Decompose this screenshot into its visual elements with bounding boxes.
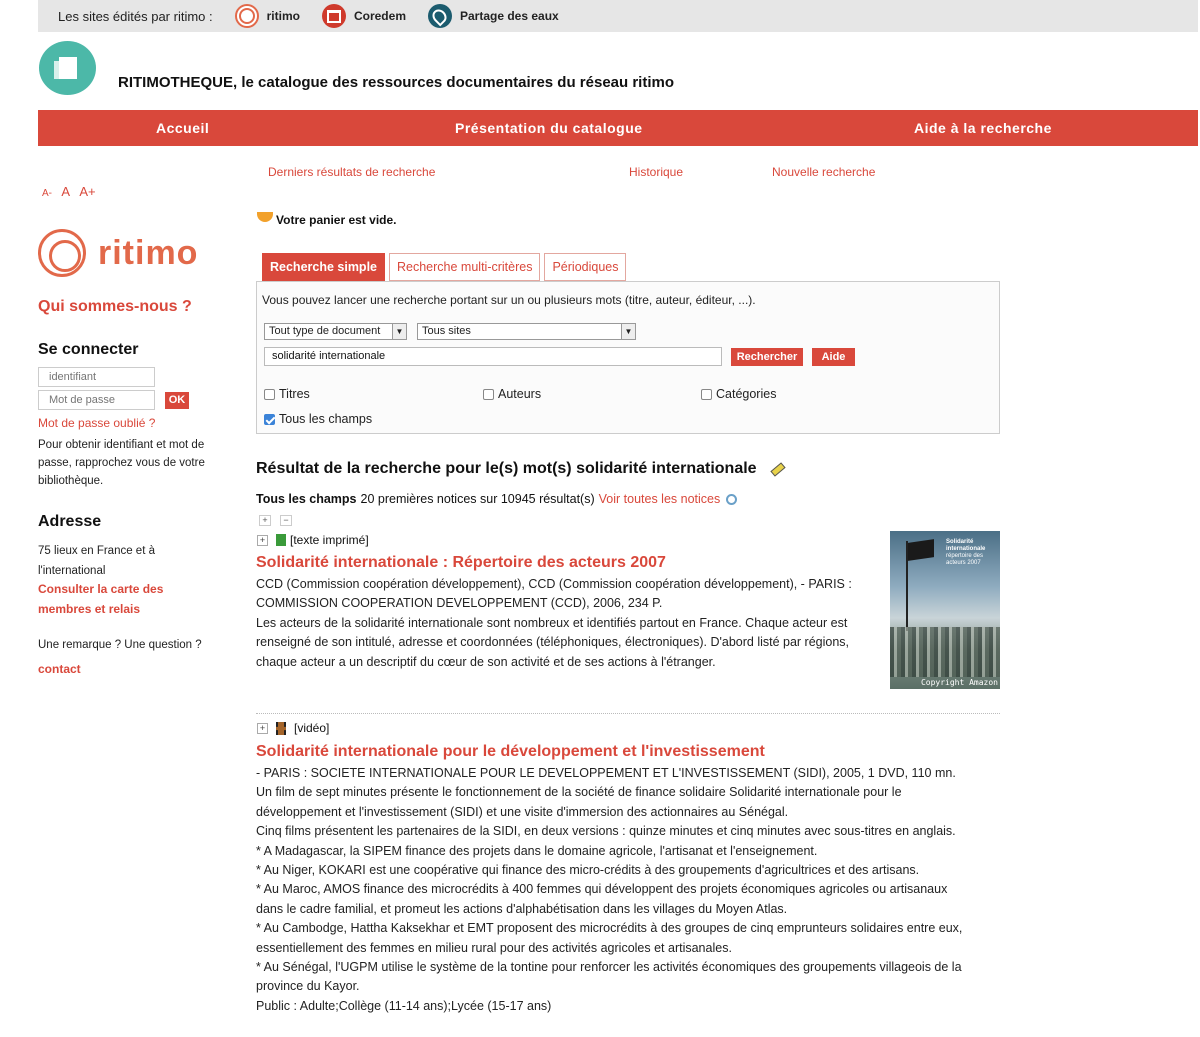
record-line: * Au Maroc, AMOS finance des microcrédits à 400 femmes qui développent des projets économiques agricoles ou artisanaux <box>256 882 948 897</box>
record-line: * A Madagascar, la SIPEM finance des projets dans le domaine agricole, l'artisanat et l'enseignement. <box>256 843 818 858</box>
cover-subtitle: répertoire des acteurs 2007 <box>946 553 984 566</box>
login-help-text: Pour obtenir identifiant et mot de passe, rapprochez vous de votre bibliothèque. <box>38 439 205 487</box>
page-title: RITIMOTHEQUE, le catalogue des ressources documentaires du réseau ritimo <box>118 74 674 91</box>
help-button[interactable]: Aide <box>812 348 855 366</box>
checkbox-label: Tous les champs <box>279 412 373 426</box>
basket-icon <box>257 212 273 222</box>
expand-icon[interactable]: + <box>257 723 268 734</box>
site-link-ritimo[interactable] <box>235 4 300 28</box>
record-type-label: [vidéo] <box>294 721 330 735</box>
login-heading: Se connecter <box>38 341 139 358</box>
checkbox-label: Auteurs <box>498 387 542 401</box>
search-input[interactable]: solidarité internationale <box>264 347 722 366</box>
record-title[interactable]: Solidarité internationale : Répertoire des acteurs 2007 <box>256 554 666 571</box>
site-label: ritimo <box>266 9 300 23</box>
record-cover-image[interactable] <box>890 531 1000 689</box>
results-heading-text: Résultat de la recherche pour le(s) mot(s) solidarité internationale <box>256 460 757 477</box>
chevron-down-icon: ▼ <box>392 324 406 339</box>
record-line: - PARIS : SOCIETE INTERNATIONALE POUR LE DEVELOPPEMENT ET L'INVESTISSEMENT (SIDI), 2005, 1 DVD, 110 mn. <box>256 766 956 780</box>
basket-text: Votre panier est vide. <box>276 213 397 227</box>
results-summary <box>256 492 737 506</box>
checkbox-label: Catégories <box>716 387 777 401</box>
record-line: Les acteurs de la solidarité internationale sont nombreux et identifiés partout en France. Chaque acteur est <box>256 615 848 630</box>
new-search-link[interactable]: Nouvelle recherche <box>772 165 876 179</box>
address-heading: Adresse <box>38 513 102 530</box>
highlighter-icon[interactable] <box>770 462 785 476</box>
checkbox-label: Titres <box>279 387 310 401</box>
select-value: Tout type de document <box>269 325 381 337</box>
tab-simple-search[interactable]: Recherche simple <box>262 253 385 281</box>
book-logo-icon[interactable] <box>39 41 96 95</box>
partner-sites-label: Les sites édités par ritimo : <box>58 8 213 24</box>
map-link[interactable]: Consulter la carte des membres et relais <box>38 582 164 616</box>
record-line: développement et l'investissement (SIDI) et une visite d'immersion des actionnaires au Sénégal. <box>256 804 789 819</box>
site-label: Coredem <box>353 9 406 23</box>
ritimo-brand-logo[interactable] <box>38 229 198 277</box>
cover-title <box>946 539 992 567</box>
record-type <box>257 533 369 547</box>
login-ok-button[interactable]: OK <box>165 392 189 409</box>
tab-multi-criteria-search[interactable]: Recherche multi-critères <box>389 253 540 281</box>
record-line: CCD (Commission coopération développement), CCD (Commission coopération développement), - PARIS : <box>256 577 852 591</box>
checkbox-authors[interactable] <box>483 387 541 401</box>
record-type-label: [texte imprimé] <box>290 533 369 547</box>
coredem-icon <box>322 4 346 28</box>
nav-accueil[interactable]: Accueil <box>156 120 210 136</box>
checkbox-box[interactable] <box>264 389 275 400</box>
record-line: essentiellement des femmes en milieu rural pour des activités agricoles et artisanales. <box>256 940 732 955</box>
contact-link[interactable]: contact <box>38 662 81 676</box>
site-label: Partage des eaux <box>459 9 559 23</box>
cover-title-text: Solidarité internationale <box>946 539 986 552</box>
site-link-coredem[interactable] <box>322 4 406 28</box>
video-icon <box>276 722 286 735</box>
username-input[interactable] <box>38 367 155 387</box>
doc-type-select[interactable] <box>264 323 407 340</box>
nav-presentation-catalogue[interactable]: Présentation du catalogue <box>455 120 643 136</box>
record-line: * Au Cambodge, Hattha Kaksekhar et EMT proposent des microcrédits à des groupes de cinq emprunteurs solidaires entre eux, <box>256 921 963 936</box>
printed-text-icon <box>276 534 286 546</box>
select-value: Tous sites <box>422 325 471 337</box>
sites-select[interactable] <box>417 323 636 340</box>
checkbox-box[interactable] <box>701 389 712 400</box>
main-nav <box>38 110 1198 146</box>
see-all-link[interactable]: Voir toutes les notices <box>598 492 721 506</box>
search-button[interactable]: Rechercher <box>731 348 803 366</box>
chevron-down-icon: ▼ <box>621 324 635 339</box>
expand-all-icon[interactable]: + <box>259 515 271 526</box>
remark-text: Une remarque ? Une question ? <box>38 639 202 651</box>
record-line: Public : Adulte;Collège (11-14 ans);Lycée (15-17 ans) <box>256 998 552 1013</box>
search-icon[interactable] <box>726 494 737 505</box>
history-link[interactable]: Historique <box>629 165 684 179</box>
brand-wordmark: ritimo <box>98 233 199 272</box>
record-line: Un film de sept minutes présente le fonctionnement de la société de finance solidaire Solidarité internationale pour le <box>256 785 902 800</box>
font-normal-button[interactable]: A <box>61 184 71 199</box>
record-description <box>256 764 996 1016</box>
checkbox-box[interactable] <box>483 389 494 400</box>
globe-icon <box>38 229 86 277</box>
last-results-link[interactable]: Derniers résultats de recherche <box>268 165 436 179</box>
record-line: dans le cadre familial, et promeut les actions d'alphabétisation dans les villages du Moyen Atlas. <box>256 901 788 916</box>
font-larger-button[interactable]: A+ <box>79 184 96 199</box>
password-input[interactable] <box>38 390 155 410</box>
about-link[interactable]: Qui sommes-nous ? <box>38 298 192 315</box>
font-size-controls <box>42 184 96 199</box>
record-description <box>256 575 876 672</box>
tab-periodicals[interactable]: Périodiques <box>544 253 626 281</box>
checkbox-titles[interactable] <box>264 387 310 401</box>
font-smaller-button[interactable]: A- <box>42 188 52 199</box>
partner-sites-bar <box>38 0 1198 32</box>
record-type <box>257 721 329 735</box>
expand-icon[interactable]: + <box>257 535 268 546</box>
nav-aide-recherche[interactable]: Aide à la recherche <box>914 120 1052 136</box>
record-line: COMMISSION COOPERATION DEVELOPPEMENT (CCD), 2006, 234 P. <box>256 596 663 611</box>
summary-text: 20 premières notices sur 10945 résultat(s) <box>360 492 595 506</box>
record-line: renseigné de son intitulé, adresse et coordonnées (téléphoniques, électroniques). D'abord listé par régions, <box>256 635 850 650</box>
collapse-all-icon[interactable]: − <box>280 515 292 526</box>
record-line: * Au Sénégal, l'UGPM utilise le système de la tontine pour renforcer les activités économiques des groupements villageois de la <box>256 960 962 975</box>
checkbox-box[interactable] <box>264 414 275 425</box>
search-intro: Vous pouvez lancer une recherche portant sur un ou plusieurs mots (titre, auteur, éditeur, ...). <box>262 293 756 307</box>
address-text: 75 lieux en France et à l'international <box>38 545 155 577</box>
record-line: Cinq films présentent les partenaires de la SIDI, en deux versions : quinze minutes et cinq minutes avec sous-titres en anglais. <box>256 824 956 839</box>
record-line: province du Kayor. <box>256 979 360 994</box>
site-link-partage-des-eaux[interactable] <box>428 4 559 28</box>
record-title[interactable]: Solidarité internationale pour le développement et l'investissement <box>256 743 765 760</box>
record-line: chaque acteur a un descriptif du cœur de son activité et de ses actions à l'étranger. <box>256 654 716 669</box>
cover-copyright: Copyright Amazon <box>920 678 998 687</box>
search-tabs <box>262 253 630 281</box>
checkbox-categories[interactable] <box>701 387 776 401</box>
ritimo-icon <box>235 4 259 28</box>
record-divider <box>256 713 1000 714</box>
basket-status <box>257 213 397 227</box>
partage-des-eaux-icon <box>428 4 452 28</box>
checkbox-all-fields[interactable] <box>264 412 372 426</box>
summary-label: Tous les champs <box>256 492 357 506</box>
record-line: * Au Niger, KOKARI est une coopérative qui finance des micro-crédits à des groupements d'agricultrices et des artisans. <box>256 863 920 878</box>
results-heading <box>256 460 785 478</box>
forgot-password-link[interactable]: Mot de passe oublié ? <box>38 416 156 430</box>
